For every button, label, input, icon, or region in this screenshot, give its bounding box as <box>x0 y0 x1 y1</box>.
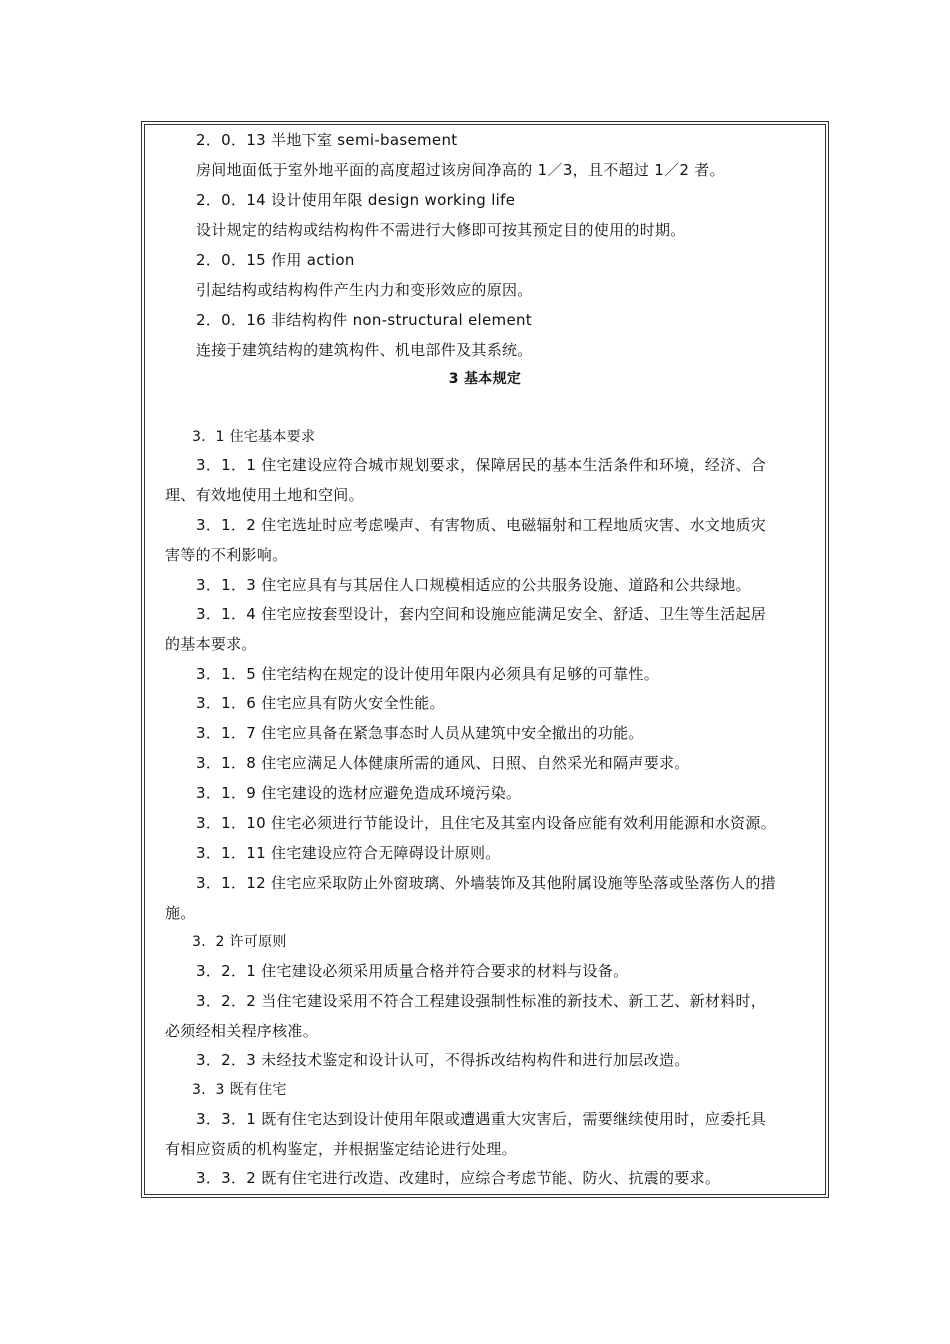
clause-text: 3．2．2 当住宅建设采用不符合工程建设强制性标准的新技术、新工艺、新材料时， <box>196 992 767 1010</box>
definition-term: 2．0．16 非结构构件 non-structural element <box>196 311 532 329</box>
clause-text: 必须经相关程序核准。 <box>165 1022 319 1040</box>
clause-text: 3．1．1 住宅建设应符合城市规划要求，保障居民的基本生活条件和环境，经济、合 <box>196 456 767 474</box>
clause-text: 3．3．1 既有住宅达到设计使用年限或遭遇重大灾害后，需要继续使用时，应委托具 <box>196 1110 767 1128</box>
clause-text: 3．1．12 住宅应采取防止外窗玻璃、外墙装饰及其他附属设施等坠落或坠落伤人的措 <box>196 874 776 892</box>
definition-text: 房间地面低于室外地平面的高度超过该房间净高的 1／3，且不超过 1／2 者。 <box>196 161 725 179</box>
definition-term: 2．0．15 作用 action <box>196 251 355 269</box>
clause-text: 害等的不利影响。 <box>165 546 288 564</box>
definition-text: 设计规定的结构或结构构件不需进行大修即可按其预定目的使用的时期。 <box>196 221 686 239</box>
clause-text: 3．1．7 住宅应具备在紧急事态时人员从建筑中安全撤出的功能。 <box>196 724 644 742</box>
clause-text: 3．1．5 住宅结构在规定的设计使用年限内必须具有足够的可靠性。 <box>196 665 660 683</box>
section-heading: 3．2 许可原则 <box>192 934 287 950</box>
definition-term: 2．0．14 设计使用年限 design working life <box>196 191 516 209</box>
clause-text: 3．2．1 住宅建设必须采用质量合格并符合要求的材料与设备。 <box>196 962 629 980</box>
clause-text: 3．1．3 住宅应具有与其居住人口规模相适应的公共服务设施、道路和公共绿地。 <box>196 576 751 594</box>
clause-text: 3．1．11 住宅建设应符合无障碍设计原则。 <box>196 844 501 862</box>
clause-text: 3．1．2 住宅选址时应考虑噪声、有害物质、电磁辐射和工程地质灾害、水文地质灾 <box>196 516 767 534</box>
clause-text: 3．1．4 住宅应按套型设计，套内空间和设施应能满足安全、舒适、卫生等生活起居 <box>196 605 767 623</box>
clause-text: 3．1．6 住宅应具有防火安全性能。 <box>196 694 445 712</box>
definition-text: 引起结构或结构构件产生内力和变形效应的原因。 <box>196 281 533 299</box>
clause-text: 理、有效地使用土地和空间。 <box>165 486 364 504</box>
clause-text: 3．1．8 住宅应满足人体健康所需的通风、日照、自然采光和隔声要求。 <box>196 754 690 772</box>
clause-text: 3．3．2 既有住宅进行改造、改建时，应综合考虑节能、防火、抗震的要求。 <box>196 1169 721 1187</box>
chapter-title: 3 基本规定 <box>448 371 522 387</box>
section-heading: 3．3 既有住宅 <box>192 1082 287 1098</box>
clause-text: 的基本要求。 <box>165 635 257 653</box>
clause-text: 3．1．9 住宅建设的选材应避免造成环境污染。 <box>196 784 522 802</box>
clause-text: 3．2．3 未经技术鉴定和设计认可，不得拆改结构构件和进行加层改造。 <box>196 1051 690 1069</box>
clause-text: 有相应资质的机构鉴定，并根据鉴定结论进行处理。 <box>165 1140 517 1158</box>
clause-text: 3．1．10 住宅必须进行节能设计，且住宅及其室内设备应能有效利用能源和水资源。 <box>196 814 776 832</box>
clause-text: 施。 <box>165 904 196 922</box>
section-heading: 3．1 住宅基本要求 <box>192 429 316 445</box>
definition-text: 连接于建筑结构的建筑构件、机电部件及其系统。 <box>196 341 533 359</box>
definition-term: 2．0．13 半地下室 semi-basement <box>196 131 458 149</box>
